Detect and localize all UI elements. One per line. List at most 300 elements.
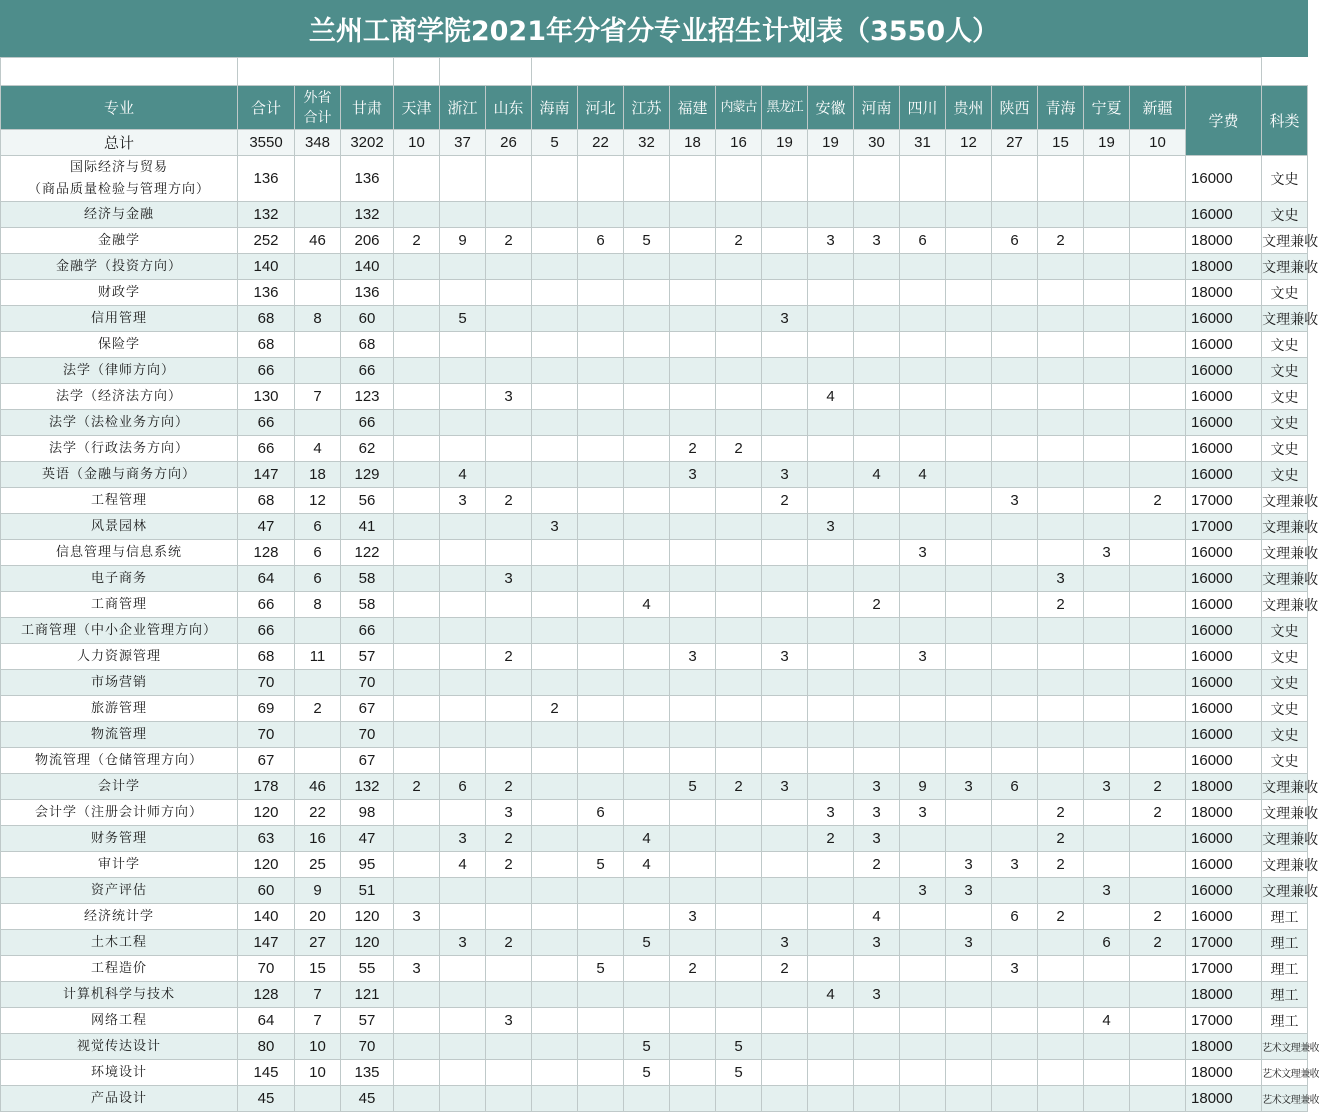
province-count-cell[interactable]	[946, 202, 992, 228]
province-count-cell[interactable]	[854, 956, 900, 982]
province-count-cell[interactable]	[624, 1086, 670, 1112]
province-count-cell[interactable]	[440, 1034, 486, 1060]
major-name-cell[interactable]: 市场营销	[1, 670, 238, 696]
province-count-cell[interactable]: 3	[854, 800, 900, 826]
province-count-cell[interactable]	[532, 722, 578, 748]
province-count-cell[interactable]	[1084, 644, 1130, 670]
province-count-cell[interactable]	[762, 156, 808, 202]
province-count-cell[interactable]	[854, 670, 900, 696]
province-count-cell[interactable]: 3	[808, 800, 854, 826]
province-count-cell[interactable]	[394, 462, 440, 488]
province-count-cell[interactable]: 3	[992, 488, 1038, 514]
province-count-cell[interactable]	[670, 826, 716, 852]
total-cell[interactable]: 132	[238, 202, 295, 228]
province-count-cell[interactable]	[854, 722, 900, 748]
province-count-cell[interactable]	[1084, 696, 1130, 722]
province-count-cell[interactable]	[1084, 826, 1130, 852]
total-cell[interactable]: 136	[238, 156, 295, 202]
province-count-cell[interactable]	[670, 306, 716, 332]
province-count-cell[interactable]: 3	[946, 774, 992, 800]
outside-total-cell[interactable]: 2	[295, 696, 341, 722]
province-count-cell[interactable]	[946, 982, 992, 1008]
province-count-cell[interactable]	[900, 826, 946, 852]
province-count-cell[interactable]	[808, 566, 854, 592]
province-count-cell[interactable]	[1084, 254, 1130, 280]
fee-cell[interactable]: 16000	[1186, 852, 1262, 878]
province-count-cell[interactable]	[394, 488, 440, 514]
province-count-cell[interactable]	[532, 1060, 578, 1086]
province-count-cell[interactable]: 3	[440, 826, 486, 852]
province-count-cell[interactable]: 3	[900, 540, 946, 566]
province-count-cell[interactable]: 3	[486, 384, 532, 410]
province-count-cell[interactable]	[486, 748, 532, 774]
province-count-cell[interactable]: 2	[1130, 800, 1186, 826]
province-count-cell[interactable]	[1038, 332, 1084, 358]
province-count-cell[interactable]	[946, 228, 992, 254]
province-count-cell[interactable]	[1130, 254, 1186, 280]
province-count-cell[interactable]: 9	[440, 228, 486, 254]
province-count-cell[interactable]	[670, 1008, 716, 1034]
fee-cell[interactable]: 17000	[1186, 1008, 1262, 1034]
province-count-cell[interactable]	[1084, 566, 1130, 592]
province-count-cell[interactable]	[854, 280, 900, 306]
subject-cell[interactable]: 文理兼收	[1262, 852, 1308, 878]
province-count-cell[interactable]: 6	[578, 800, 624, 826]
province-count-cell[interactable]	[486, 202, 532, 228]
outside-total-cell[interactable]: 15	[295, 956, 341, 982]
header-province[interactable]: 四川	[900, 86, 946, 130]
total-cell[interactable]: 66	[238, 592, 295, 618]
province-count-cell[interactable]	[900, 514, 946, 540]
province-count-cell[interactable]	[624, 488, 670, 514]
province-count-cell[interactable]	[578, 462, 624, 488]
province-count-cell[interactable]	[440, 644, 486, 670]
province-count-cell[interactable]: 3	[946, 852, 992, 878]
totals-cell[interactable]: 5	[532, 130, 578, 156]
outside-total-cell[interactable]: 46	[295, 774, 341, 800]
province-count-cell[interactable]	[532, 670, 578, 696]
province-count-cell[interactable]: 2	[1130, 488, 1186, 514]
province-count-cell[interactable]	[394, 410, 440, 436]
province-count-cell[interactable]	[578, 332, 624, 358]
province-count-cell[interactable]: 3	[394, 904, 440, 930]
province-count-cell[interactable]	[1084, 1060, 1130, 1086]
province-count-cell[interactable]	[1084, 852, 1130, 878]
province-count-cell[interactable]	[1038, 254, 1084, 280]
province-count-cell[interactable]	[532, 488, 578, 514]
province-count-cell[interactable]: 62	[341, 436, 394, 462]
fee-cell[interactable]: 16000	[1186, 878, 1262, 904]
province-count-cell[interactable]	[762, 202, 808, 228]
province-count-cell[interactable]	[1130, 410, 1186, 436]
province-count-cell[interactable]	[946, 592, 992, 618]
province-count-cell[interactable]	[1130, 436, 1186, 462]
province-count-cell[interactable]: 3	[946, 930, 992, 956]
fee-cell[interactable]: 16000	[1186, 332, 1262, 358]
province-count-cell[interactable]: 56	[341, 488, 394, 514]
province-count-cell[interactable]: 3	[394, 956, 440, 982]
province-count-cell[interactable]	[992, 826, 1038, 852]
province-count-cell[interactable]	[1130, 566, 1186, 592]
province-count-cell[interactable]	[1130, 1060, 1186, 1086]
province-count-cell[interactable]	[854, 1008, 900, 1034]
province-count-cell[interactable]	[578, 540, 624, 566]
province-count-cell[interactable]	[670, 254, 716, 280]
subject-cell[interactable]: 文理兼收	[1262, 488, 1308, 514]
major-name-cell[interactable]: 资产评估	[1, 878, 238, 904]
outside-total-cell[interactable]: 10	[295, 1034, 341, 1060]
province-count-cell[interactable]	[578, 722, 624, 748]
province-count-cell[interactable]: 5	[578, 956, 624, 982]
major-name-cell[interactable]: 经济与金融	[1, 202, 238, 228]
province-count-cell[interactable]	[394, 280, 440, 306]
subject-cell[interactable]: 文理兼收	[1262, 800, 1308, 826]
subject-cell[interactable]: 文理兼收	[1262, 254, 1308, 280]
outside-total-cell[interactable]: 16	[295, 826, 341, 852]
province-count-cell[interactable]	[486, 722, 532, 748]
province-count-cell[interactable]: 5	[716, 1060, 762, 1086]
province-count-cell[interactable]	[716, 306, 762, 332]
province-count-cell[interactable]	[1084, 592, 1130, 618]
province-count-cell[interactable]	[1038, 280, 1084, 306]
subject-cell[interactable]: 文史	[1262, 462, 1308, 488]
province-count-cell[interactable]	[946, 670, 992, 696]
subject-cell[interactable]: 文史	[1262, 436, 1308, 462]
province-count-cell[interactable]	[394, 156, 440, 202]
province-count-cell[interactable]	[578, 696, 624, 722]
province-count-cell[interactable]	[1130, 1008, 1186, 1034]
province-count-cell[interactable]	[486, 156, 532, 202]
province-count-cell[interactable]	[532, 156, 578, 202]
province-count-cell[interactable]	[624, 156, 670, 202]
province-count-cell[interactable]	[762, 1060, 808, 1086]
province-count-cell[interactable]	[1084, 956, 1130, 982]
subject-cell[interactable]: 艺术文理兼收	[1262, 1034, 1308, 1060]
province-count-cell[interactable]: 2	[808, 826, 854, 852]
province-count-cell[interactable]	[624, 332, 670, 358]
total-cell[interactable]: 60	[238, 878, 295, 904]
province-count-cell[interactable]: 4	[808, 982, 854, 1008]
province-count-cell[interactable]	[394, 306, 440, 332]
province-count-cell[interactable]	[946, 826, 992, 852]
province-count-cell[interactable]: 129	[341, 462, 394, 488]
province-count-cell[interactable]	[670, 228, 716, 254]
province-count-cell[interactable]: 3	[486, 1008, 532, 1034]
province-count-cell[interactable]	[946, 410, 992, 436]
province-count-cell[interactable]	[1084, 800, 1130, 826]
province-count-cell[interactable]	[808, 696, 854, 722]
province-count-cell[interactable]	[1084, 722, 1130, 748]
province-count-cell[interactable]	[854, 436, 900, 462]
province-count-cell[interactable]	[946, 540, 992, 566]
totals-label[interactable]: 总计	[1, 130, 238, 156]
outside-total-cell[interactable]	[295, 332, 341, 358]
major-name-cell[interactable]: 环境设计	[1, 1060, 238, 1086]
province-count-cell[interactable]	[670, 358, 716, 384]
province-count-cell[interactable]	[486, 956, 532, 982]
outside-total-cell[interactable]: 8	[295, 306, 341, 332]
province-count-cell[interactable]: 3	[1084, 540, 1130, 566]
province-count-cell[interactable]: 55	[341, 956, 394, 982]
outside-total-cell[interactable]	[295, 156, 341, 202]
province-count-cell[interactable]	[532, 956, 578, 982]
outside-total-cell[interactable]: 18	[295, 462, 341, 488]
province-count-cell[interactable]	[808, 618, 854, 644]
province-count-cell[interactable]	[440, 878, 486, 904]
header-province[interactable]: 宁夏	[1084, 86, 1130, 130]
province-count-cell[interactable]	[946, 358, 992, 384]
province-count-cell[interactable]	[578, 618, 624, 644]
fee-cell[interactable]: 16000	[1186, 202, 1262, 228]
province-count-cell[interactable]	[1038, 202, 1084, 228]
province-count-cell[interactable]	[1084, 202, 1130, 228]
totals-cell[interactable]: 19	[762, 130, 808, 156]
province-count-cell[interactable]: 67	[341, 696, 394, 722]
province-count-cell[interactable]	[716, 156, 762, 202]
province-count-cell[interactable]	[1038, 1060, 1084, 1086]
province-count-cell[interactable]	[716, 358, 762, 384]
header-province[interactable]: 新疆	[1130, 86, 1186, 130]
province-count-cell[interactable]	[762, 826, 808, 852]
subject-cell[interactable]: 文理兼收	[1262, 540, 1308, 566]
province-count-cell[interactable]	[532, 462, 578, 488]
province-count-cell[interactable]	[716, 1086, 762, 1112]
totals-cell[interactable]: 16	[716, 130, 762, 156]
province-count-cell[interactable]	[762, 1034, 808, 1060]
province-count-cell[interactable]	[854, 332, 900, 358]
fee-cell[interactable]: 17000	[1186, 956, 1262, 982]
province-count-cell[interactable]	[762, 618, 808, 644]
province-count-cell[interactable]	[946, 644, 992, 670]
major-name-cell[interactable]: 人力资源管理	[1, 644, 238, 670]
province-count-cell[interactable]	[1130, 956, 1186, 982]
province-count-cell[interactable]: 66	[341, 410, 394, 436]
province-count-cell[interactable]	[900, 332, 946, 358]
province-count-cell[interactable]	[808, 1060, 854, 1086]
major-name-cell[interactable]: 财务管理	[1, 826, 238, 852]
province-count-cell[interactable]: 3	[992, 956, 1038, 982]
province-count-cell[interactable]	[624, 306, 670, 332]
province-count-cell[interactable]	[762, 410, 808, 436]
subject-cell[interactable]: 文史	[1262, 410, 1308, 436]
province-count-cell[interactable]: 3	[762, 930, 808, 956]
province-count-cell[interactable]	[670, 540, 716, 566]
province-count-cell[interactable]	[716, 488, 762, 514]
province-count-cell[interactable]	[670, 384, 716, 410]
province-count-cell[interactable]	[1130, 306, 1186, 332]
province-count-cell[interactable]	[992, 1060, 1038, 1086]
province-count-cell[interactable]	[716, 410, 762, 436]
province-count-cell[interactable]: 2	[1038, 904, 1084, 930]
province-count-cell[interactable]	[762, 982, 808, 1008]
province-count-cell[interactable]	[578, 254, 624, 280]
header-outside-total[interactable]	[295, 86, 341, 130]
province-count-cell[interactable]: 58	[341, 566, 394, 592]
province-count-cell[interactable]	[1038, 696, 1084, 722]
province-count-cell[interactable]	[992, 1034, 1038, 1060]
province-count-cell[interactable]	[1084, 514, 1130, 540]
province-count-cell[interactable]	[946, 696, 992, 722]
fee-cell[interactable]: 16000	[1186, 384, 1262, 410]
major-name-cell[interactable]: 经济统计学	[1, 904, 238, 930]
major-name-cell[interactable]: 旅游管理	[1, 696, 238, 722]
province-count-cell[interactable]	[486, 436, 532, 462]
province-count-cell[interactable]	[670, 1034, 716, 1060]
province-count-cell[interactable]	[440, 1008, 486, 1034]
province-count-cell[interactable]	[1084, 462, 1130, 488]
province-count-cell[interactable]: 2	[1130, 904, 1186, 930]
province-count-cell[interactable]	[670, 670, 716, 696]
province-count-cell[interactable]	[1084, 228, 1130, 254]
province-count-cell[interactable]: 206	[341, 228, 394, 254]
province-count-cell[interactable]	[578, 1060, 624, 1086]
province-count-cell[interactable]	[716, 384, 762, 410]
province-count-cell[interactable]: 3	[440, 930, 486, 956]
header-province[interactable]: 甘肃	[341, 86, 394, 130]
province-count-cell[interactable]	[992, 1008, 1038, 1034]
total-cell[interactable]: 68	[238, 488, 295, 514]
fee-cell[interactable]: 16000	[1186, 826, 1262, 852]
province-count-cell[interactable]: 2	[670, 436, 716, 462]
totals-cell[interactable]: 30	[854, 130, 900, 156]
province-count-cell[interactable]	[578, 566, 624, 592]
province-count-cell[interactable]	[854, 1034, 900, 1060]
outside-total-cell[interactable]: 9	[295, 878, 341, 904]
province-count-cell[interactable]	[624, 696, 670, 722]
province-count-cell[interactable]	[808, 358, 854, 384]
province-count-cell[interactable]	[1038, 306, 1084, 332]
province-count-cell[interactable]	[578, 1008, 624, 1034]
total-cell[interactable]: 120	[238, 852, 295, 878]
header-subject[interactable]: 科类	[1262, 86, 1308, 156]
total-cell[interactable]: 128	[238, 982, 295, 1008]
province-count-cell[interactable]	[1038, 1034, 1084, 1060]
major-name-cell[interactable]: 审计学	[1, 852, 238, 878]
province-count-cell[interactable]	[716, 1008, 762, 1034]
fee-cell[interactable]: 16000	[1186, 618, 1262, 644]
province-count-cell[interactable]	[716, 618, 762, 644]
province-count-cell[interactable]: 3	[808, 514, 854, 540]
province-count-cell[interactable]	[992, 156, 1038, 202]
province-count-cell[interactable]	[394, 852, 440, 878]
total-cell[interactable]: 147	[238, 930, 295, 956]
province-count-cell[interactable]	[486, 540, 532, 566]
province-count-cell[interactable]: 132	[341, 202, 394, 228]
province-count-cell[interactable]	[1130, 384, 1186, 410]
province-count-cell[interactable]: 9	[900, 774, 946, 800]
province-count-cell[interactable]	[946, 156, 992, 202]
province-count-cell[interactable]	[762, 254, 808, 280]
province-count-cell[interactable]	[992, 254, 1038, 280]
province-count-cell[interactable]	[1084, 306, 1130, 332]
province-count-cell[interactable]	[762, 1008, 808, 1034]
subject-cell[interactable]: 艺术文理兼收	[1262, 1060, 1308, 1086]
fee-cell[interactable]: 18000	[1186, 1060, 1262, 1086]
province-count-cell[interactable]	[578, 280, 624, 306]
province-count-cell[interactable]: 2	[716, 436, 762, 462]
header-province[interactable]: 内蒙古	[716, 86, 762, 130]
total-cell[interactable]: 80	[238, 1034, 295, 1060]
subject-cell[interactable]: 文史	[1262, 696, 1308, 722]
province-count-cell[interactable]: 3	[762, 644, 808, 670]
province-count-cell[interactable]	[440, 540, 486, 566]
province-count-cell[interactable]	[624, 878, 670, 904]
province-count-cell[interactable]	[1038, 462, 1084, 488]
province-count-cell[interactable]	[854, 514, 900, 540]
province-count-cell[interactable]	[1130, 1086, 1186, 1112]
outside-total-cell[interactable]: 20	[295, 904, 341, 930]
province-count-cell[interactable]: 2	[486, 774, 532, 800]
province-count-cell[interactable]	[624, 644, 670, 670]
subject-cell[interactable]: 艺术文理兼收	[1262, 1086, 1308, 1112]
total-cell[interactable]: 140	[238, 254, 295, 280]
province-count-cell[interactable]: 2	[854, 852, 900, 878]
province-count-cell[interactable]: 2	[762, 488, 808, 514]
province-count-cell[interactable]: 3	[762, 462, 808, 488]
major-name-cell[interactable]: 法学（经济法方向）	[1, 384, 238, 410]
province-count-cell[interactable]	[624, 1008, 670, 1034]
province-count-cell[interactable]	[808, 462, 854, 488]
subject-cell[interactable]: 文史	[1262, 618, 1308, 644]
province-count-cell[interactable]	[716, 696, 762, 722]
province-count-cell[interactable]	[900, 1008, 946, 1034]
province-count-cell[interactable]	[532, 800, 578, 826]
province-count-cell[interactable]	[1130, 592, 1186, 618]
province-count-cell[interactable]	[808, 156, 854, 202]
major-name-cell[interactable]: 金融学（投资方向）	[1, 254, 238, 280]
province-count-cell[interactable]	[394, 1086, 440, 1112]
total-cell[interactable]: 64	[238, 1008, 295, 1034]
total-cell[interactable]: 136	[238, 280, 295, 306]
province-count-cell[interactable]	[624, 956, 670, 982]
province-count-cell[interactable]	[440, 156, 486, 202]
total-cell[interactable]: 70	[238, 722, 295, 748]
province-count-cell[interactable]	[900, 488, 946, 514]
province-count-cell[interactable]	[946, 1008, 992, 1034]
province-count-cell[interactable]: 2	[486, 228, 532, 254]
major-name-cell[interactable]: 产品设计	[1, 1086, 238, 1112]
major-name-cell[interactable]	[1, 156, 238, 202]
province-count-cell[interactable]: 70	[341, 670, 394, 696]
province-count-cell[interactable]	[716, 982, 762, 1008]
province-count-cell[interactable]	[716, 280, 762, 306]
province-count-cell[interactable]	[992, 722, 1038, 748]
major-name-cell[interactable]: 工商管理	[1, 592, 238, 618]
subject-cell[interactable]: 理工	[1262, 904, 1308, 930]
province-count-cell[interactable]	[578, 644, 624, 670]
province-count-cell[interactable]	[670, 514, 716, 540]
province-count-cell[interactable]: 121	[341, 982, 394, 1008]
province-count-cell[interactable]	[670, 930, 716, 956]
major-name-cell[interactable]: 财政学	[1, 280, 238, 306]
province-count-cell[interactable]	[486, 280, 532, 306]
province-count-cell[interactable]	[992, 540, 1038, 566]
cell[interactable]	[440, 58, 532, 86]
province-count-cell[interactable]: 3	[900, 878, 946, 904]
province-count-cell[interactable]	[808, 644, 854, 670]
major-name-cell[interactable]: 电子商务	[1, 566, 238, 592]
province-count-cell[interactable]	[670, 1086, 716, 1112]
province-count-cell[interactable]	[808, 852, 854, 878]
province-count-cell[interactable]	[394, 540, 440, 566]
province-count-cell[interactable]	[670, 156, 716, 202]
province-count-cell[interactable]	[716, 852, 762, 878]
outside-total-cell[interactable]: 4	[295, 436, 341, 462]
outside-total-cell[interactable]: 25	[295, 852, 341, 878]
province-count-cell[interactable]	[1038, 748, 1084, 774]
province-count-cell[interactable]: 4	[854, 462, 900, 488]
province-count-cell[interactable]	[440, 358, 486, 384]
